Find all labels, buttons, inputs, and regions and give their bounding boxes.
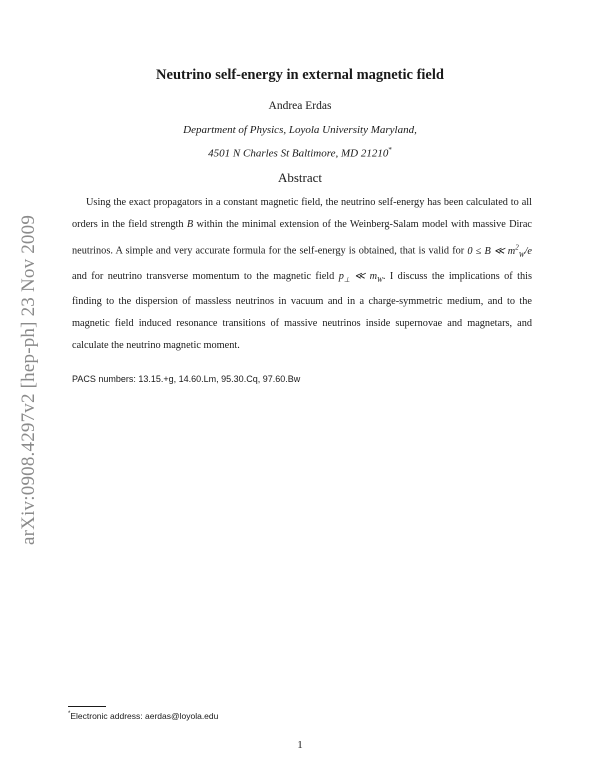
pperp-m: m [369,270,378,282]
cond-B: B [484,245,491,257]
cond-over-e: /e [524,245,532,257]
affiliation-address: 4501 N Charles St Baltimore, MD 21210 [208,147,389,160]
footnote-mark: * [68,711,71,718]
var-B: B [186,219,194,231]
cond-ll: ≪ [490,245,508,257]
footnote [68,711,218,721]
arxiv-identifier: arXiv:0908.4297v2 [hep-ph] 23 Nov 2009 [18,214,39,545]
footnote-divider [68,706,106,707]
affiliation-footnote-mark: * [388,146,392,154]
abstract-part-2: within the minimal extension of the Weinberg-Salam model with massive Dirac neutrinos. A simple and very accurate formula for the self-energy is obtained, that is valid for [72,219,532,257]
affiliation-line-2 [0,146,600,160]
abstract-part-4: . I discuss the implications of this finding to the dispersion of massless neutrinos in vacuum and in a charge-symmetric medium, and to the magnetic field induced resonance transitions of massive neutrinos inside supernovae and magnetars, and calculate the neutrino magnetic moment. [72,270,532,352]
affiliation-line-1: Department of Physics, Loyola University Maryland, [183,124,417,136]
cond-sub-W: W [518,250,525,259]
paper-title: Neutrino self-energy in external magnetic field [156,67,444,83]
pperp-sub-W: W [377,275,383,284]
abstract-heading: Abstract [277,170,323,185]
validity-condition [467,243,532,259]
cond-sup-2: 2 [515,243,519,252]
author-name: Andrea Erdas [268,100,332,112]
pperp-ll: ≪ [349,270,370,282]
footnote-email: Electronic address: aerdas@loyola.edu [70,711,219,721]
cond-zero: 0 ≤ [467,245,485,257]
pperp-p: p [338,270,344,282]
pperp-sub: ⊥ [343,275,350,284]
abstract-part-3: and for neutrino transverse momentum to the magnetic field [72,270,339,282]
transverse-momentum-condition [339,271,383,282]
cond-m: m [507,245,516,257]
abstract-text [72,192,532,357]
page-number: 1 [297,739,303,751]
abstract-part-1: Using the exact propagators in a constant magnetic field, the neutrino self-energy has been calculated to all orders in the field strength [72,197,532,231]
pacs-numbers: PACS numbers: 13.15.+g, 14.60.Lm, 95.30.Cq, 97.60.Bw [72,374,301,384]
